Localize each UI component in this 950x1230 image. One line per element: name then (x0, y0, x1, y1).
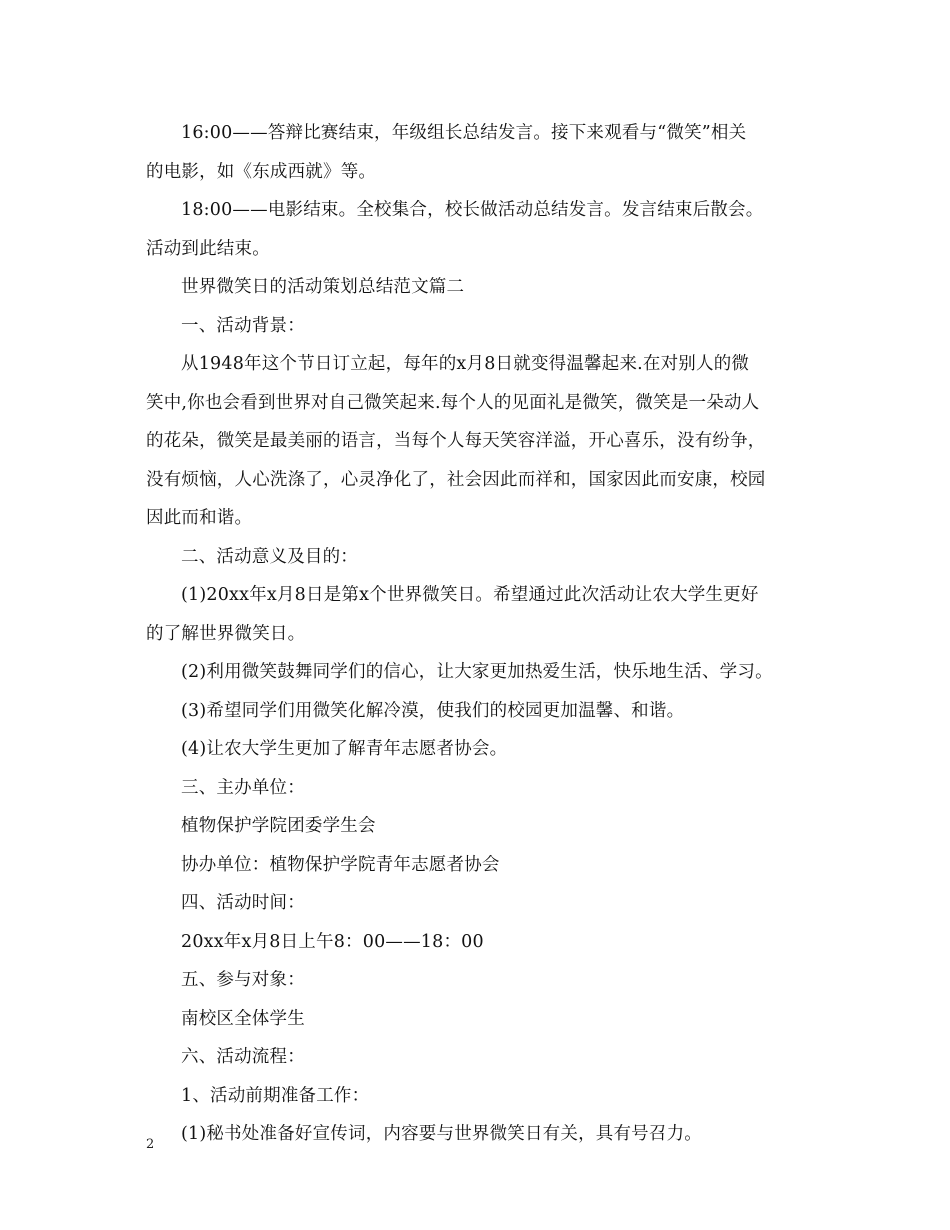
section-heading: 二、活动意义及目的： (181, 546, 358, 567)
page-number: 2 (146, 1137, 155, 1152)
paragraph-line: 的电影，如《东成西就》等。 (146, 161, 377, 182)
paragraph-line: 20xx年x月8日上午8：00——18：00 (181, 931, 484, 952)
list-item: (4)让农大学生更加了解青年志愿者协会。 (181, 739, 508, 759)
paragraph-line: 没有烦恼，人心洗涤了，心灵净化了，社会因此而祥和，国家因此而安康，校园 (146, 469, 766, 490)
section-heading: 六、活动流程： (181, 1047, 305, 1067)
list-item: (3)希望同学们用微笑化解冷漠，使我们的校园更加温馨、和谐。 (181, 700, 685, 721)
paragraph-line: 活动到此结束。 (146, 238, 270, 259)
section-heading: 四、活动时间： (181, 893, 305, 913)
subsection-heading: 1、活动前期准备工作： (181, 1085, 370, 1106)
paragraph-line: 16:00——答辩比赛结束，年级组长总结发言。接下来观看与“微笑”相关 (181, 123, 747, 143)
section-title: 世界微笑日的活动策划总结范文篇二 (181, 277, 465, 297)
paragraph-line: 18:00——电影结束。全校集合，校长做活动总结发言。发言结束后散会。 (181, 200, 764, 220)
paragraph-line: 的花朵，微笑是最美丽的语言，当每个人每天笑容洋溢，开心喜乐，没有纷争， (146, 431, 766, 451)
paragraph-line: 从1948年这个节日订立起，每年的x月8日就变得温馨起来.在对别人的微 (181, 354, 750, 374)
paragraph-line: 植物保护学院团委学生会 (181, 816, 376, 836)
list-item: (1)秘书处准备好宣传词，内容要与世界微笑日有关，具有号召力。 (181, 1124, 702, 1144)
paragraph-line: 笑中,你也会看到世界对自己微笑起来.每个人的见面礼是微笑，微笑是一朵动人 (146, 392, 760, 413)
section-heading: 一、活动背景： (181, 315, 305, 336)
paragraph-line: 协办单位：植物保护学院青年志愿者协会 (181, 854, 500, 875)
list-item-continuation: 的了解世界微笑日。 (146, 623, 306, 644)
section-heading: 三、主办单位： (181, 777, 305, 798)
section-heading: 五、参与对象： (181, 970, 305, 990)
paragraph-line: 南校区全体学生 (181, 1008, 305, 1029)
list-item: (1)20xx年x月8日是第x个世界微笑日。希望通过此次活动让农大学生更好 (181, 585, 759, 605)
paragraph-line: 因此而和谐。 (146, 508, 253, 528)
document-body (146, 114, 811, 1154)
list-item: (2)利用微笑鼓舞同学们的信心，让大家更加热爱生活，快乐地生活、学习。 (181, 662, 773, 682)
